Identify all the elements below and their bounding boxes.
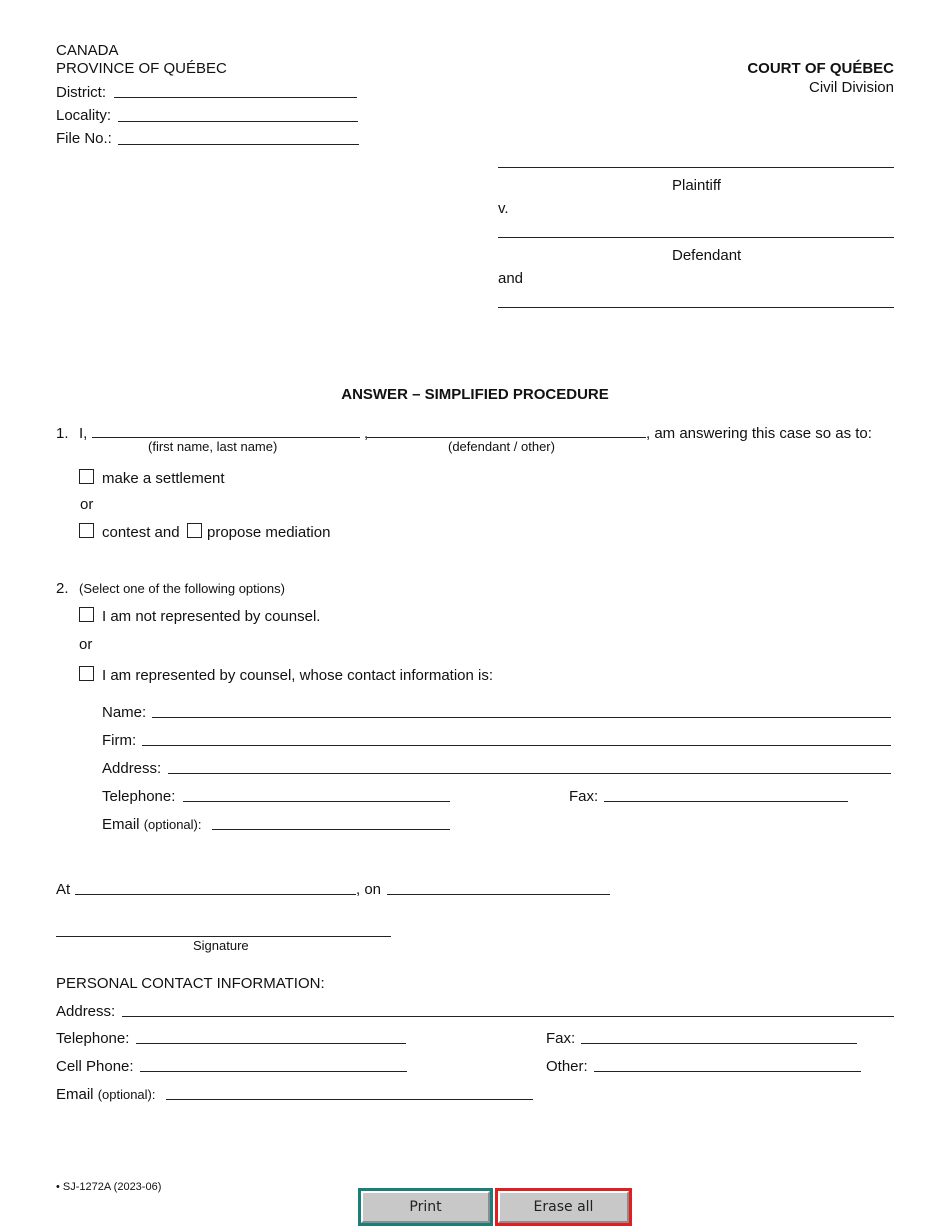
personal-other-label: Other: xyxy=(546,1058,588,1075)
mediation-label: propose mediation xyxy=(207,524,331,541)
personal-email-field[interactable] xyxy=(166,1099,533,1100)
role-caption: (defendant / other) xyxy=(448,439,555,454)
and-label: and xyxy=(498,270,524,287)
defendant-field[interactable] xyxy=(498,237,894,238)
mediation-checkbox[interactable] xyxy=(187,523,202,538)
other-party-field[interactable] xyxy=(498,307,894,308)
or-label-1: or xyxy=(80,496,94,513)
place-field[interactable] xyxy=(75,894,356,895)
not-represented-label: I am not represented by counsel. xyxy=(102,608,321,625)
personal-telephone-field[interactable] xyxy=(136,1043,406,1044)
counsel-address-label: Address: xyxy=(102,760,162,777)
counsel-firm-label: Firm: xyxy=(102,732,137,749)
court-division: Civil Division xyxy=(808,79,894,96)
personal-address-label: Address: xyxy=(56,1003,116,1020)
personal-cell-field[interactable] xyxy=(140,1071,407,1072)
counsel-address-field[interactable] xyxy=(168,773,891,774)
locality-field[interactable] xyxy=(118,121,358,122)
locality-label: Locality: xyxy=(56,107,112,124)
personal-fax-field[interactable] xyxy=(581,1043,857,1044)
counsel-telephone-label: Telephone: xyxy=(102,788,176,805)
personal-contact-heading: PERSONAL CONTACT INFORMATION: xyxy=(56,975,325,992)
answering-text: , am answering this case so as to: xyxy=(646,425,872,442)
represented-checkbox[interactable] xyxy=(79,666,94,681)
counsel-name-field[interactable] xyxy=(152,717,891,718)
personal-email-text: Email xyxy=(56,1086,94,1103)
or-label-2: or xyxy=(79,636,93,653)
on-label: , on xyxy=(356,881,382,898)
erase-all-button-label: Erase all xyxy=(498,1191,629,1223)
section1-number: 1. xyxy=(56,425,69,442)
counsel-fax-field[interactable] xyxy=(604,801,848,802)
counsel-email-field[interactable] xyxy=(212,829,450,830)
signature-field[interactable] xyxy=(56,936,391,937)
defendant-label: Defendant xyxy=(672,247,742,264)
section2-number: 2. xyxy=(56,580,69,597)
counsel-email-optional: (optional): xyxy=(143,817,202,832)
erase-all-button[interactable] xyxy=(495,1188,632,1226)
personal-fax-label: Fax: xyxy=(546,1030,576,1047)
date-field[interactable] xyxy=(387,894,610,895)
district-label: District: xyxy=(56,84,106,101)
file-no-label: File No.: xyxy=(56,130,112,147)
personal-email-optional: (optional): xyxy=(97,1087,156,1102)
comma-separator: , xyxy=(364,425,369,442)
respondent-role-field[interactable] xyxy=(367,437,646,438)
counsel-name-label: Name: xyxy=(102,704,147,721)
plaintiff-label: Plaintiff xyxy=(672,177,721,194)
contest-checkbox[interactable] xyxy=(79,523,94,538)
counsel-fax-label: Fax: xyxy=(569,788,599,805)
represented-label: I am represented by counsel, whose contact information is: xyxy=(102,667,494,684)
print-button[interactable] xyxy=(358,1188,493,1226)
contest-label: contest and xyxy=(102,524,180,541)
not-represented-checkbox[interactable] xyxy=(79,607,94,622)
personal-cell-label: Cell Phone: xyxy=(56,1058,134,1075)
respondent-name-field[interactable] xyxy=(92,437,360,438)
personal-email-label xyxy=(56,1086,156,1103)
signature-caption: Signature xyxy=(193,938,249,953)
personal-telephone-label: Telephone: xyxy=(56,1030,130,1047)
counsel-firm-field[interactable] xyxy=(142,745,891,746)
province-label: PROVINCE OF QUÉBEC xyxy=(56,60,227,77)
counsel-email-label xyxy=(102,816,202,833)
print-button-label: Print xyxy=(361,1191,490,1223)
personal-address-field[interactable] xyxy=(122,1016,894,1017)
plaintiff-field[interactable] xyxy=(498,167,894,168)
section2-instruction: (Select one of the following options) xyxy=(79,581,285,596)
personal-other-field[interactable] xyxy=(594,1071,861,1072)
settlement-checkbox[interactable] xyxy=(79,469,94,484)
settlement-label: make a settlement xyxy=(102,470,225,487)
at-label: At xyxy=(56,881,71,898)
form-title: ANSWER – SIMPLIFIED PROCEDURE xyxy=(341,386,609,403)
counsel-telephone-field[interactable] xyxy=(183,801,450,802)
district-field[interactable] xyxy=(114,97,357,98)
file-no-field[interactable] xyxy=(118,144,359,145)
court-name: COURT OF QUÉBEC xyxy=(747,60,894,77)
section1-i-label: I, xyxy=(79,425,88,442)
counsel-email-text: Email xyxy=(102,816,140,833)
form-code: • SJ-1272A (2023-06) xyxy=(56,1181,162,1193)
country-label: CANADA xyxy=(56,42,119,59)
name-caption: (first name, last name) xyxy=(148,439,278,454)
versus-label: v. xyxy=(498,200,509,217)
